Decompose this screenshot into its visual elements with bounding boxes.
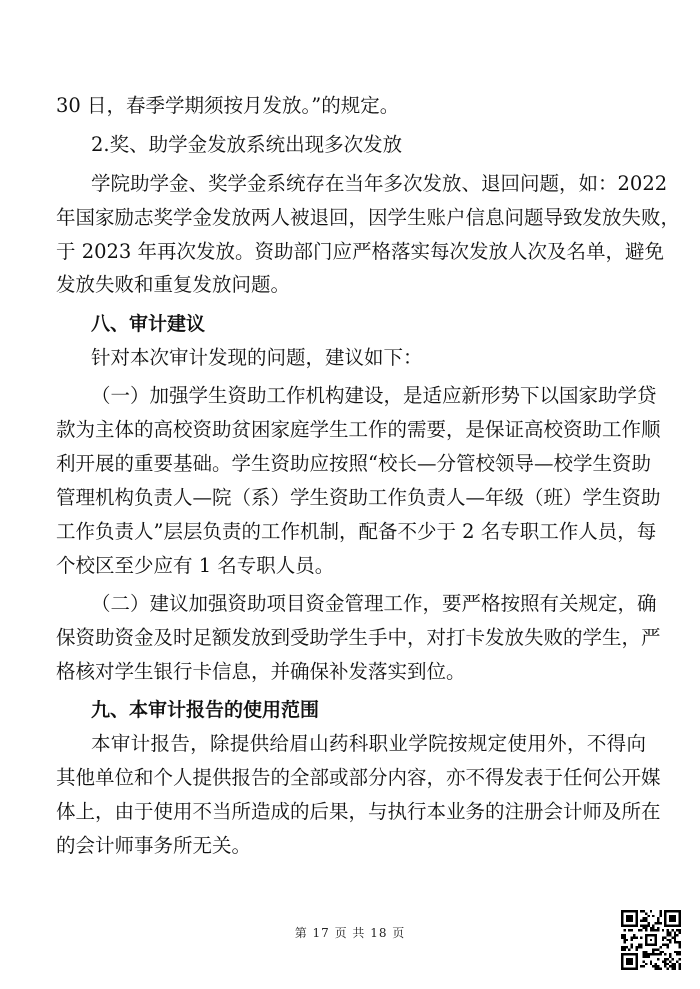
section-heading: 八、审计建议 — [91, 313, 206, 335]
subheading: 2.奖、助学金发放系统出现多次发放 — [91, 133, 403, 156]
page-footer: 第 17 页 共 18 页 — [294, 926, 406, 940]
text-line: 款为主体的高校资助贫困家庭学生工作的需要，是保证高校资助工作顺 — [56, 418, 661, 441]
text-line: （二）建议加强资助项目资金管理工作，要严格按照有关规定，确 — [91, 592, 657, 615]
section-heading: 九、本审计报告的使用范围 — [91, 699, 320, 721]
text-line: 保资助资金及时足额发放到受助学生手中，对打卡发放失败的学生，严 — [56, 626, 661, 649]
text-line: 格核对学生银行卡信息，并确保补发落实到位。 — [56, 660, 466, 683]
text-line: 利开展的重要基础。学生资助应按照“校长—分管校领导—校学生资助 — [56, 452, 651, 475]
text-line: 本审计报告，除提供给眉山药科职业学院按规定使用外，不得向 — [91, 732, 646, 755]
text-line: 针对本次审计发现的问题，建议如下： — [91, 346, 423, 369]
text-line: 发放失败和重复发放问题。 — [56, 273, 291, 296]
qr-code-icon — [621, 910, 681, 970]
text-line: 学院助学金、奖学金系统存在当年多次发放、退回问题，如：2022 — [91, 172, 668, 195]
text-line: 体上，由于使用不当所造成的后果，与执行本业务的注册会计师及所在 — [56, 800, 661, 823]
text-line: 于 2023 年再次发放。资助部门应严格落实每次发放人次及名单，避免 — [56, 240, 665, 263]
text-line: 30 日，春季学期须按月发放。”的规定。 — [56, 94, 400, 117]
text-line: 的会计师事务所无关。 — [56, 834, 252, 857]
text-line: 工作负责人”层层负责的工作机制，配备不少于 2 名专职工作人员，每 — [56, 520, 657, 543]
text-line: 年国家励志奖学金发放两人被退回，因学生账户信息问题导致发放失败， — [56, 206, 681, 229]
text-line: 管理机构负责人—院（系）学生资助工作负责人—年级（班）学生资助 — [56, 486, 661, 509]
text-line: （一）加强学生资助工作机构建设，是适应新形势下以国家助学贷 — [91, 384, 657, 407]
text-line: 个校区至少应有 1 名专职人员。 — [56, 554, 335, 577]
text-line: 其他单位和个人提供报告的全部或部分内容，亦不得发表于任何公开媒 — [56, 766, 661, 789]
